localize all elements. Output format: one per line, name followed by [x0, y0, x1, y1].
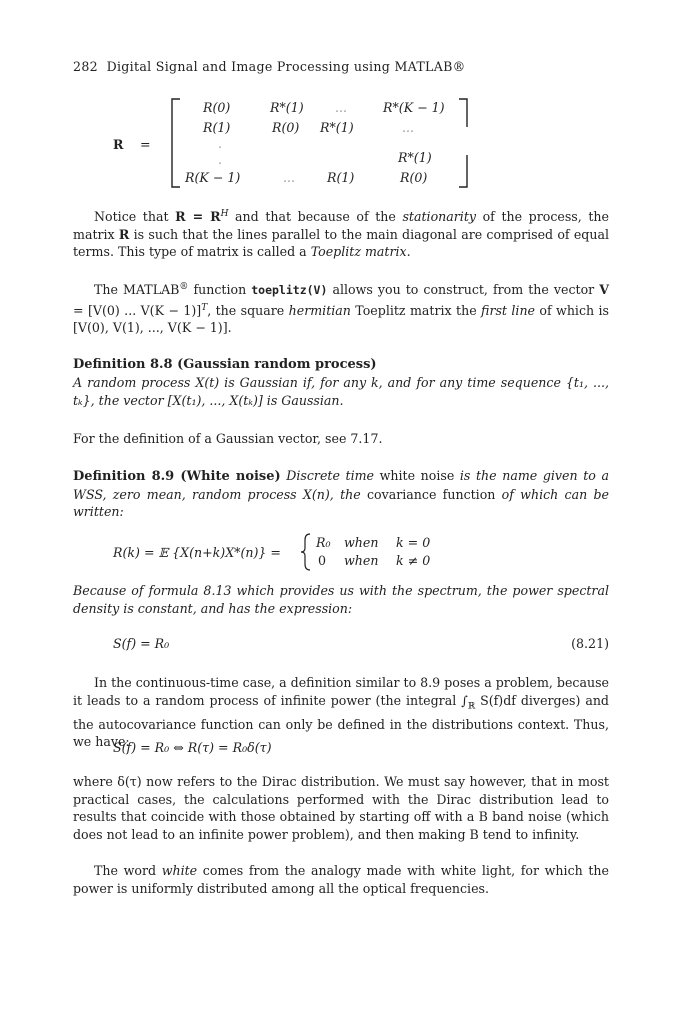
para2-text-a: The MATLAB: [94, 282, 180, 298]
gaussian-ref-text: For the definition of a Gaussian vector, see 7.17.: [73, 431, 383, 446]
paragraph-toeplitz-notice: [73, 206, 609, 261]
eq-rk-case1-when: when: [344, 535, 379, 550]
def89-body-c: is the name given to a WSS, zero mean, random process X(n), the: [73, 468, 609, 502]
definition-8-8-body: A random process X(t) is Gaussian if, for any k, and for any time sequence {t₁, ..., tₖ}, the vector [X(t₁), ..., X(tₖ)] is Gaussian.: [73, 375, 609, 408]
para5-text-a: The word: [94, 863, 162, 878]
definition-8-9: [73, 467, 609, 521]
para1-text-d: is such that the lines parallel to the main diagonal are comprised of equal terms. This type of matrix is called a: [73, 226, 609, 260]
matrix-r2c1: R(1): [203, 120, 231, 135]
matrix-r1c1: R(0): [203, 100, 231, 115]
matrix-r1c4: R*(K − 1): [383, 100, 445, 115]
matrix-vdots-1: .: [218, 136, 223, 151]
eq-rk-lhs: R(k) = 𝔼 {X(n+k)X*(n)} =: [113, 545, 281, 560]
para2-v-bold: V: [599, 282, 609, 298]
eq-821-expr: S(f) = R₀: [113, 636, 170, 651]
matrix-lhs: R: [113, 137, 124, 152]
para2-reg: ®: [179, 282, 189, 292]
para5-text-b: comes from the analogy made with white light, for which the power is uniformly distributed among all the optical frequencies.: [73, 863, 609, 896]
page-number: 282: [73, 59, 98, 74]
para1-text-b: and that because of the: [228, 209, 403, 225]
para2-text-c: allows you to construct, from the vector: [327, 282, 600, 298]
definition-8-8-heading: Definition 8.8 (Gaussian random process): [73, 357, 377, 372]
para1-r-eq: R = R: [175, 209, 221, 225]
para1-emph-toeplitz: Toeplitz matrix: [310, 244, 407, 260]
para2-emph-hermitian: hermitian: [288, 302, 351, 318]
eq-rk-case2-val: 0: [318, 553, 327, 568]
definition-8-8: [73, 357, 609, 409]
para2-text-e: , the square: [207, 302, 289, 318]
para3-sub-r: ℝ: [467, 701, 476, 712]
gaussian-vector-reference: [73, 430, 609, 448]
matrix-r2c2: R(0): [272, 120, 300, 135]
para1-text-c: of the process, the matrix: [73, 209, 609, 242]
right-bracket: [457, 97, 471, 189]
para2-emph-first-line: first line: [481, 302, 536, 318]
because-text: Because of formula 8.13 which provides us with the spectrum, the power spectral density is constant, and has the expression:: [73, 583, 609, 616]
eq-rk-case2-cond: k ≠ 0: [396, 553, 431, 568]
definition-8-9-heading: Definition 8.9 (White noise): [73, 469, 281, 484]
paragraph-white: [73, 862, 609, 897]
matrix-equals: =: [140, 137, 151, 152]
paragraph-dirac: [73, 773, 609, 843]
paragraph-matlab-toeplitz: [73, 279, 609, 337]
eq-rk-brace: [300, 532, 312, 572]
para2-text-g: of which is [V(0), V(1), ..., V(K − 1)].: [73, 302, 610, 336]
matrix-r2c4: ...: [402, 120, 415, 135]
eq-821-number: (8.21): [571, 636, 609, 651]
left-bracket: [168, 97, 182, 189]
para1-r-bold: R: [118, 226, 130, 242]
running-header: [73, 59, 466, 74]
matrix-r5c2: ...: [283, 170, 296, 185]
para1-emph-stationarity: stationarity: [402, 209, 476, 225]
eq-rk-case2-when: when: [344, 553, 379, 568]
running-title: Digital Signal and Image Processing using MATLAB®: [106, 59, 466, 74]
para4-text: where δ(τ) now refers to the Dirac distribution. We must say however, that in most practical cases, the calculations performed with the Dirac distribution lead to results that coincide with those obtained by starting off with a B band noise (which does not lead to an infinite power problem), and then making B tend to infinity.: [73, 774, 609, 842]
paragraph-because: [73, 582, 609, 617]
para3-text-b: S(f)df diverges) and the autocovariance function can only be defined in the distributions context. Thus, we have:: [73, 692, 609, 750]
matrix-r1c3: ...: [335, 100, 348, 115]
matrix-vdots-2: .: [218, 152, 223, 167]
para2-text-b: function: [188, 282, 252, 298]
para5-emph-white: white: [161, 863, 198, 878]
eq-dirac-expr: S(f) = R₀ ⇔ R(τ) = R₀δ(τ): [113, 740, 272, 755]
def89-body-d: covariance function: [366, 486, 496, 502]
para1-sup-h: H: [220, 209, 229, 219]
matrix-r5c4: R(0): [400, 170, 428, 185]
toeplitz-code: toeplitz(V): [251, 283, 328, 298]
matrix-r1c2: R*(1): [270, 100, 304, 115]
eq-rk-case1-cond: k = 0: [396, 535, 431, 550]
def89-body-b: white noise: [374, 468, 460, 483]
para3-text-a: In the continuous-time case, a definition similar to 8.9 poses a problem, because it leads to a random process of infinite power (the integral ∫: [73, 675, 609, 708]
def89-body-e: of which can be written:: [73, 486, 609, 519]
para1-text-e: .: [406, 244, 411, 260]
matrix-r4c4: R*(1): [398, 150, 432, 165]
matrix-r2c3: R*(1): [320, 120, 354, 135]
def89-body-a: Discrete time: [280, 468, 374, 483]
matrix-r5c1: R(K − 1): [185, 170, 241, 185]
eq-rk-case1-val: R₀: [316, 535, 331, 550]
para1-text-a: Notice that: [94, 209, 176, 225]
matrix-r5c3: R(1): [327, 170, 355, 185]
para2-text-f: Toeplitz matrix the: [350, 302, 482, 318]
para2-sup-t: T: [201, 302, 208, 313]
para2-text-d: = [V(0) ... V(K − 1)]: [73, 302, 202, 318]
